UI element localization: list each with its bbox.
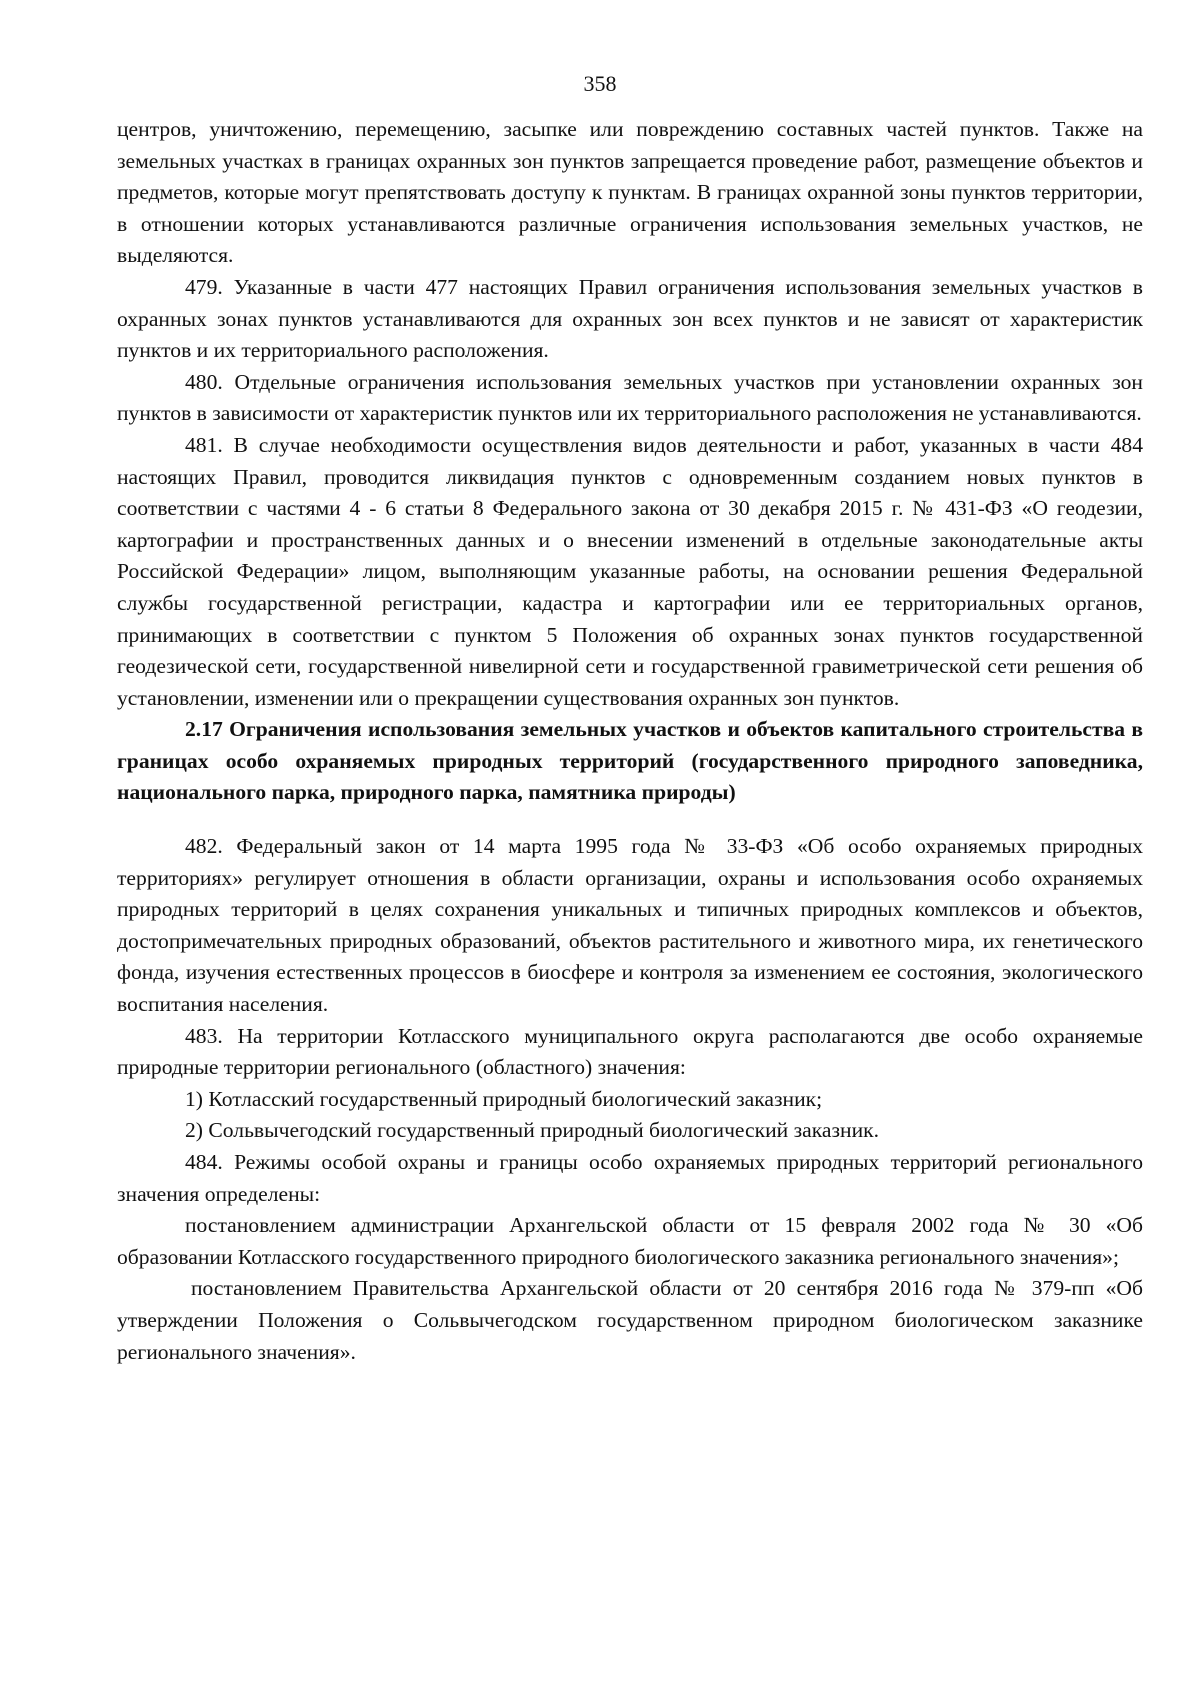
list-item-1: 1) Котласский государственный природный биологический заказник; (185, 1086, 823, 1111)
page-number: 358 (583, 71, 617, 96)
paragraph-continuation: центров, уничтожению, перемещению, засыпке или повреждению составных частей пунктов. Также на земельных участках в границах охранных зон пунктов запрещается проведение работ, размещение объектов и предметов, которые могут препятствовать доступу к пунктам. В границах охранной зоны пунктов территории, в отношении которых устанавливаются различные ограничения использования земельных участков, не выделяются. (117, 117, 1143, 268)
paragraph-482: 482. Федеральный закон от 14 марта 1995 года № 33-ФЗ «Об особо охраняемых природных территориях» регулирует отношения в области организации, охраны и использования особо охраняемых природных территорий в целях сохранения уникальных и типичных природных комплексов и объектов, достопримечательных природных образований, объектов растительного и животного мира, их генетического фонда, изучения естественных процессов в биосфере и контроля за изменением ее состояния, экологического воспитания населения. (117, 834, 1143, 1017)
paragraph-479: 479. Указанные в части 477 настоящих Правил ограничения использования земельных участков в охранных зонах пунктов устанавливаются для охранных зон всех пунктов и не зависят от характеристик пунктов и их территориального расположения. (117, 274, 1143, 363)
section-heading: 2.17 Ограничения использования земельных участков и объектов капитального строительства в границах особо охраняемых природных территорий (государственного природного заповедника, национального парка, природного парка, памятника природы) (117, 717, 1143, 805)
paragraph-481: 481. В случае необходимости осуществления видов деятельности и работ, указанных в части 484 настоящих Правил, проводится ликвидация пунктов с одновременным созданием новых пунктов в соответствии с частями 4 - 6 статьи 8 Федерального закона от 30 декабря 2015 г. № 431-ФЗ «О геодезии, картографии и пространственных данных и о внесении изменений в отдельные законодательные акты Российской Федерации» лицом, выполняющим указанные работы, на основании решения Федеральной службы государственной регистрации, кадастра и картографии или ее территориальных органов, принимающих в соответствии с пунктом 5 Положения об охранных зонах пунктов государственной геодезической сети, государственной нивелирной сети и государственной гравиметрической сети решения об установлении, изменении или о прекращении существования охранных зон пунктов. (117, 432, 1143, 710)
regulation-item-2: постановлением Правительства Архангельской области от 20 сентября 2016 года № 379-пп «Об утверждении Положения о Сольвычегодском государственном природном биологическом заказнике регионального значения». (117, 1276, 1143, 1364)
regulation-item-1: постановлением администрации Архангельской области от 15 февраля 2002 года № 30 «Об образовании Котласского государственного природного биологического заказника регионального значения»; (117, 1213, 1143, 1269)
paragraph-480: 480. Отдельные ограничения использования земельных участков при установлении охранных зон пунктов в зависимости от характеристик пунктов или их территориального расположения не устанавливаются. (117, 369, 1143, 426)
document-body (117, 114, 1143, 1368)
paragraph-483: 483. На территории Котласского муниципального округа располагаются две особо охраняемые природные территории регионального (областного) значения: (117, 1023, 1143, 1080)
section-spacer (117, 809, 1143, 831)
list-item-2: 2) Сольвычегодский государственный природный биологический заказник. (185, 1118, 880, 1143)
paragraph-484: 484. Режимы особой охраны и границы особо охраняемых природных территорий регионального значения определены: (117, 1150, 1143, 1206)
